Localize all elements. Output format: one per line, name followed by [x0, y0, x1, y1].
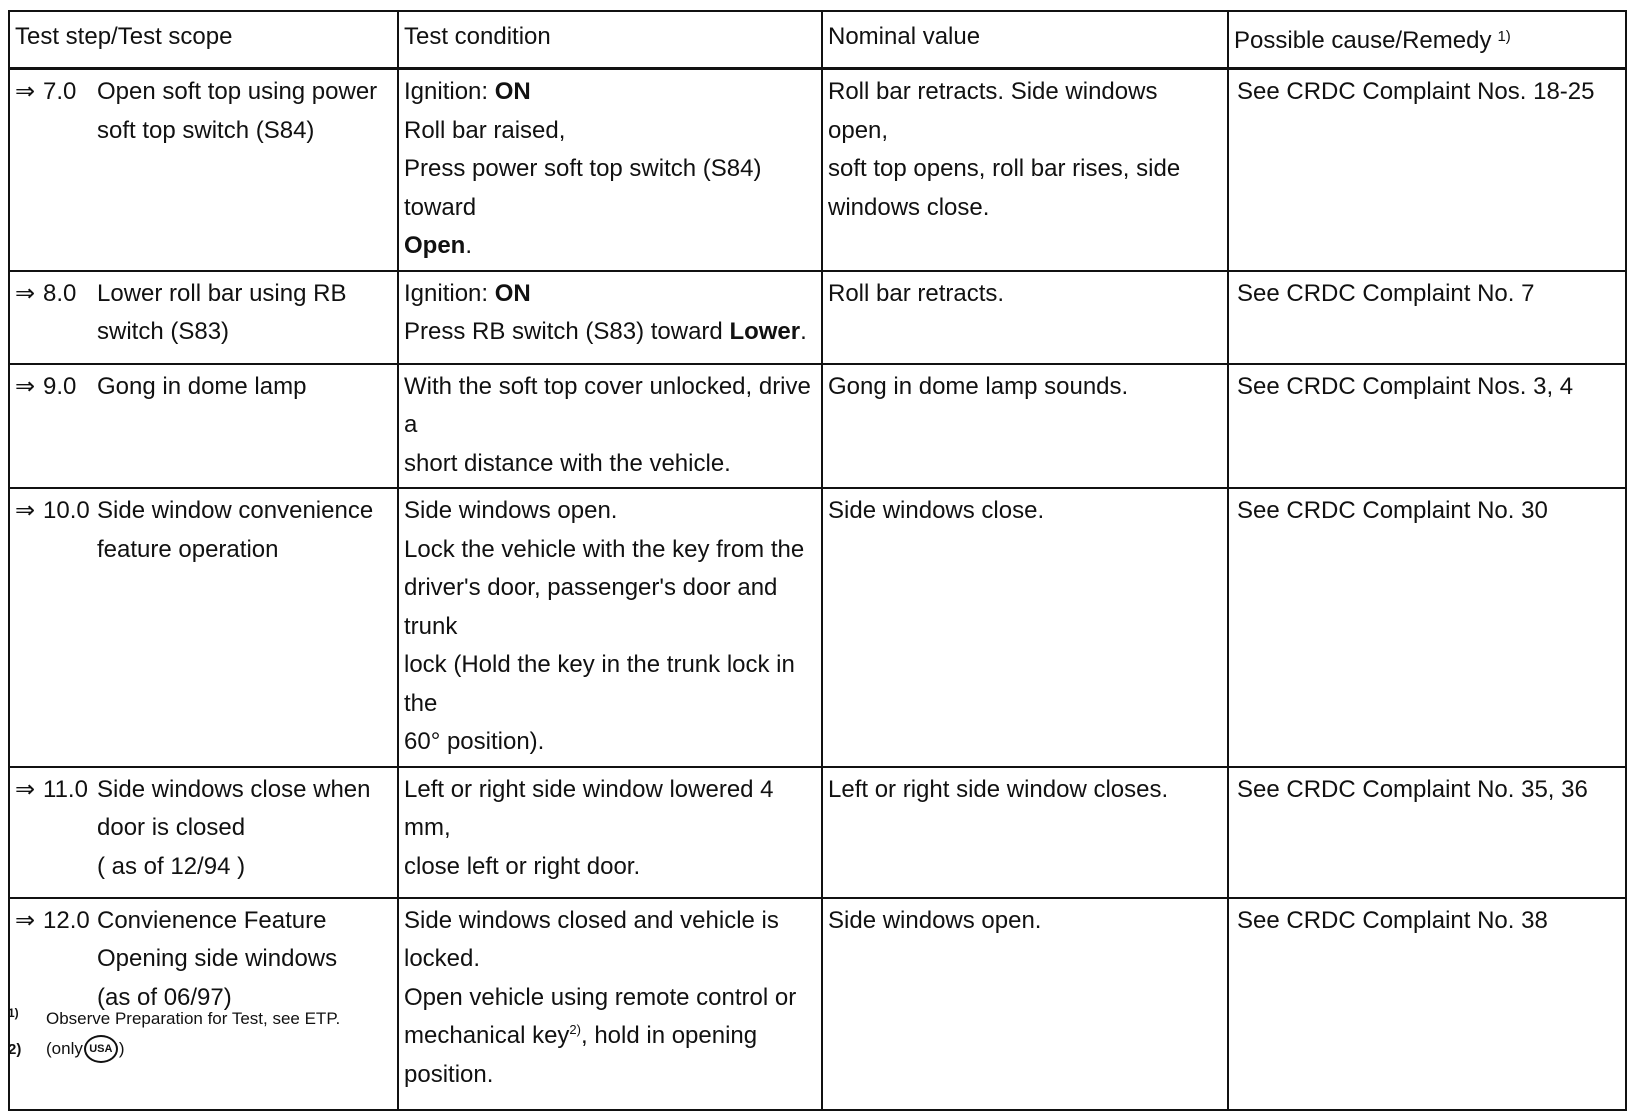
- table-row: [9, 69, 1626, 271]
- arrow-right-icon: ⇒: [15, 497, 36, 524]
- step-scope: Lower roll bar using RB switch (S83): [97, 279, 347, 345]
- test-condition-cell: Side windows closed and vehicle is locked. Open vehicle using remote control or mechanical key$^{2)}$, hold in opening position.: [398, 898, 822, 1110]
- table-header-row: [9, 11, 1626, 69]
- nominal-value-cell: Side windows close.: [822, 488, 1228, 767]
- step-number: 7.0: [43, 78, 77, 105]
- nominal-value-cell: Left or right side window closes.: [822, 767, 1228, 898]
- step-scope: Side window convenience feature operation: [97, 497, 374, 563]
- remedy-cell: See CRDC Complaint No. 35, 36: [1228, 767, 1626, 898]
- footnote-2: 2) (only USA ): [8, 1034, 340, 1064]
- test-step-cell: [9, 767, 398, 898]
- footnotes: [8, 1004, 340, 1064]
- table-row: [9, 271, 1626, 364]
- footnote-text: Observe Preparation for Test, see ETP.: [46, 1009, 341, 1028]
- header-test-step: Test step/Test scope: [9, 11, 398, 69]
- test-step-cell: [9, 364, 398, 489]
- remedy-cell: See CRDC Complaint No. 38: [1228, 898, 1626, 1110]
- test-condition-cell: Side windows open. Lock the vehicle with the key from the driver's door, passenger's door and trunk lock (Hold the key in the trunk lock in the 60° position).: [398, 488, 822, 767]
- arrow-right-icon: ⇒: [15, 372, 36, 400]
- test-procedure-document: [8, 10, 1625, 1111]
- step-scope: Side windows close when door is closed ( as of 12/94 ): [97, 775, 371, 880]
- table-row: [9, 767, 1626, 898]
- nominal-value-cell: Roll bar retracts. Side windows open, soft top opens, roll bar rises, side windows close.: [822, 69, 1228, 271]
- header-test-condition: Test condition: [398, 11, 822, 69]
- nominal-value-cell: Gong in dome lamp sounds.: [822, 364, 1228, 489]
- table-row: [9, 364, 1626, 489]
- footnote-mark: 2): [8, 1040, 22, 1058]
- step-number: 12.0: [43, 906, 90, 934]
- step-scope: Convienence Feature Opening side windows (as of 06/97): [97, 906, 338, 1011]
- usa-badge-icon: USA: [84, 1035, 118, 1063]
- step-scope: Gong in dome lamp: [97, 372, 307, 400]
- arrow-right-icon: ⇒: [15, 78, 36, 105]
- arrow-right-icon: ⇒: [15, 906, 36, 934]
- test-condition-cell: Ignition: ON Roll bar raised, Press power soft top switch (S84) toward Open.: [398, 69, 822, 271]
- step-number: 8.0: [43, 279, 77, 307]
- step-number: 10.0: [43, 497, 90, 524]
- arrow-right-icon: ⇒: [15, 775, 36, 803]
- test-condition-cell: Ignition: ON Press RB switch (S83) toward Lower.: [398, 271, 822, 364]
- remedy-cell: See CRDC Complaint Nos. 18-25: [1228, 69, 1626, 271]
- test-steps-table: [8, 10, 1627, 1111]
- table-row: [9, 488, 1626, 767]
- nominal-value-cell: Roll bar retracts.: [822, 271, 1228, 364]
- remedy-cell: See CRDC Complaint Nos. 3, 4: [1228, 364, 1626, 489]
- footnote-1: [8, 1004, 340, 1034]
- test-step-cell: [9, 271, 398, 364]
- header-nominal-value: Nominal value: [822, 11, 1228, 69]
- footnote-mark: 1): [8, 1006, 19, 1020]
- test-step-cell: [9, 488, 398, 767]
- header-possible-cause: Possible cause/Remedy $^{1)}$: [1228, 11, 1626, 69]
- test-condition-cell: With the soft top cover unlocked, drive a short distance with the vehicle.: [398, 364, 822, 489]
- nominal-value-cell: Side windows open.: [822, 898, 1228, 1110]
- step-number: 11.0: [43, 775, 88, 803]
- step-scope: Open soft top using power soft top switch (S84): [97, 78, 378, 144]
- arrow-right-icon: ⇒: [15, 279, 36, 307]
- test-step-cell: [9, 69, 398, 271]
- test-condition-cell: Left or right side window lowered 4 mm, close left or right door.: [398, 767, 822, 898]
- remedy-cell: See CRDC Complaint No. 7: [1228, 271, 1626, 364]
- remedy-cell: See CRDC Complaint No. 30: [1228, 488, 1626, 767]
- step-number: 9.0: [43, 372, 77, 400]
